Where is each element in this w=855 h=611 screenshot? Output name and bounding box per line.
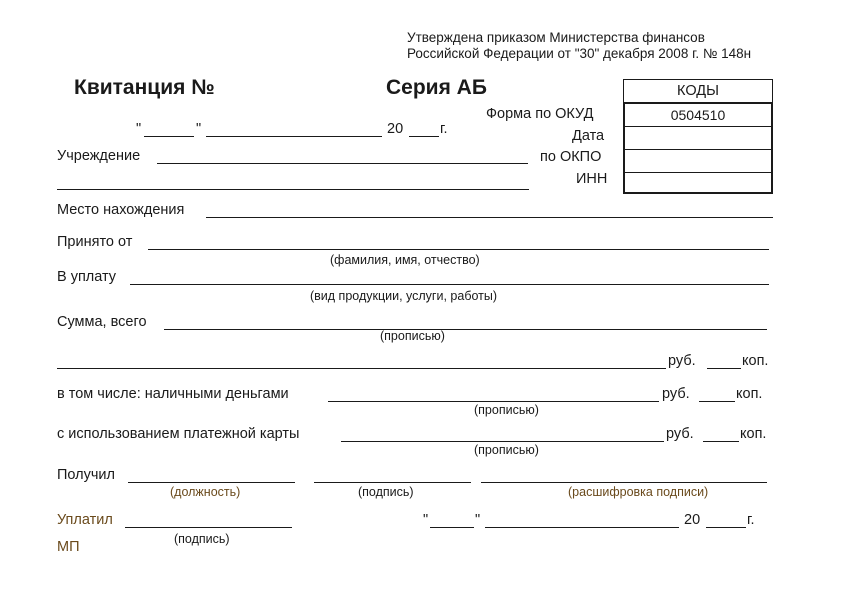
total-kop: коп.	[742, 353, 769, 369]
accepted-from-hint: (фамилия, имя, отчество)	[330, 253, 480, 267]
institution-label: Учреждение	[57, 148, 141, 164]
payment-for-hint: (вид продукции, услуги, работы)	[310, 289, 498, 303]
total-kop-line[interactable]	[707, 368, 741, 369]
card-kop: коп.	[740, 426, 767, 442]
date-year-line[interactable]	[409, 136, 439, 137]
card-rub: руб.	[666, 426, 694, 442]
cash-hint: (прописью)	[474, 403, 539, 417]
received-signature-hint: (подпись)	[358, 485, 414, 499]
paid-date-quote-close: "	[475, 512, 481, 528]
date-quote-open: "	[136, 121, 142, 137]
received-label: Получил	[57, 467, 115, 483]
card-kop-line[interactable]	[703, 441, 739, 442]
cash-rub: руб.	[662, 386, 690, 402]
stamp-label: МП	[57, 539, 80, 555]
cash-label: в том числе: наличными деньгами	[57, 386, 289, 402]
date-month-line[interactable]	[206, 136, 382, 137]
paid-date-month-line[interactable]	[485, 527, 679, 528]
total-hint: (прописью)	[380, 329, 445, 343]
received-decryption-hint: (расшифровка подписи)	[568, 485, 709, 499]
code-label-inn: ИНН	[576, 171, 608, 187]
approval-line-2: Российской Федерации от "30" декабря 2008 г. № 148н	[407, 46, 752, 61]
paid-signature-hint: (подпись)	[174, 532, 230, 546]
card-line[interactable]	[341, 441, 664, 442]
date-day-line[interactable]	[144, 136, 194, 137]
paid-date-day-line[interactable]	[430, 527, 474, 528]
paid-date-year-suffix: г.	[747, 512, 755, 528]
location-line[interactable]	[206, 217, 773, 218]
cash-line[interactable]	[328, 401, 659, 402]
codes-table	[623, 79, 773, 194]
card-hint: (прописью)	[474, 443, 539, 457]
received-decryption-line[interactable]	[481, 482, 767, 483]
total-line-2[interactable]	[57, 368, 666, 369]
received-position-hint: (должность)	[170, 485, 241, 499]
cash-kop: коп.	[736, 386, 763, 402]
codes-header: КОДЫ	[624, 80, 772, 103]
received-signature-line[interactable]	[314, 482, 471, 483]
cash-kop-line[interactable]	[699, 401, 735, 402]
date-year-suffix: г.	[440, 121, 448, 137]
paid-date-year-prefix: 20	[684, 512, 701, 528]
code-value-date[interactable]	[625, 127, 771, 150]
total-rub: руб.	[668, 353, 696, 369]
code-value-inn[interactable]	[625, 173, 771, 195]
accepted-from-label: Принято от	[57, 234, 133, 250]
code-value-okpo[interactable]	[625, 150, 771, 173]
receipt-title: Квитанция №	[74, 76, 215, 99]
approval-line-1: Утверждена приказом Министерства финансов	[407, 30, 705, 45]
location-label: Место нахождения	[57, 202, 185, 218]
total-line[interactable]	[164, 329, 767, 330]
paid-date-year-line[interactable]	[706, 527, 746, 528]
code-label-date: Дата	[572, 128, 605, 144]
institution-line[interactable]	[157, 163, 528, 164]
code-label-okud: Форма по ОКУД	[486, 106, 594, 122]
total-label: Сумма, всего	[57, 314, 147, 330]
codes-values-box	[623, 102, 773, 194]
received-position-line[interactable]	[128, 482, 295, 483]
paid-signature-line[interactable]	[125, 527, 292, 528]
date-quote-close: "	[196, 121, 202, 137]
code-value-okud[interactable]: 0504510	[625, 104, 771, 127]
accepted-from-line[interactable]	[148, 249, 769, 250]
series-title: Серия АБ	[386, 76, 487, 99]
date-year-prefix: 20	[387, 121, 404, 137]
code-label-okpo: по ОКПО	[540, 149, 602, 165]
payment-for-line[interactable]	[130, 284, 769, 285]
payment-for-label: В уплату	[57, 269, 117, 285]
paid-label: Уплатил	[57, 512, 113, 528]
card-label: с использованием платежной карты	[57, 426, 300, 442]
institution-line-2[interactable]	[57, 189, 529, 190]
paid-date-quote-open: "	[423, 512, 429, 528]
